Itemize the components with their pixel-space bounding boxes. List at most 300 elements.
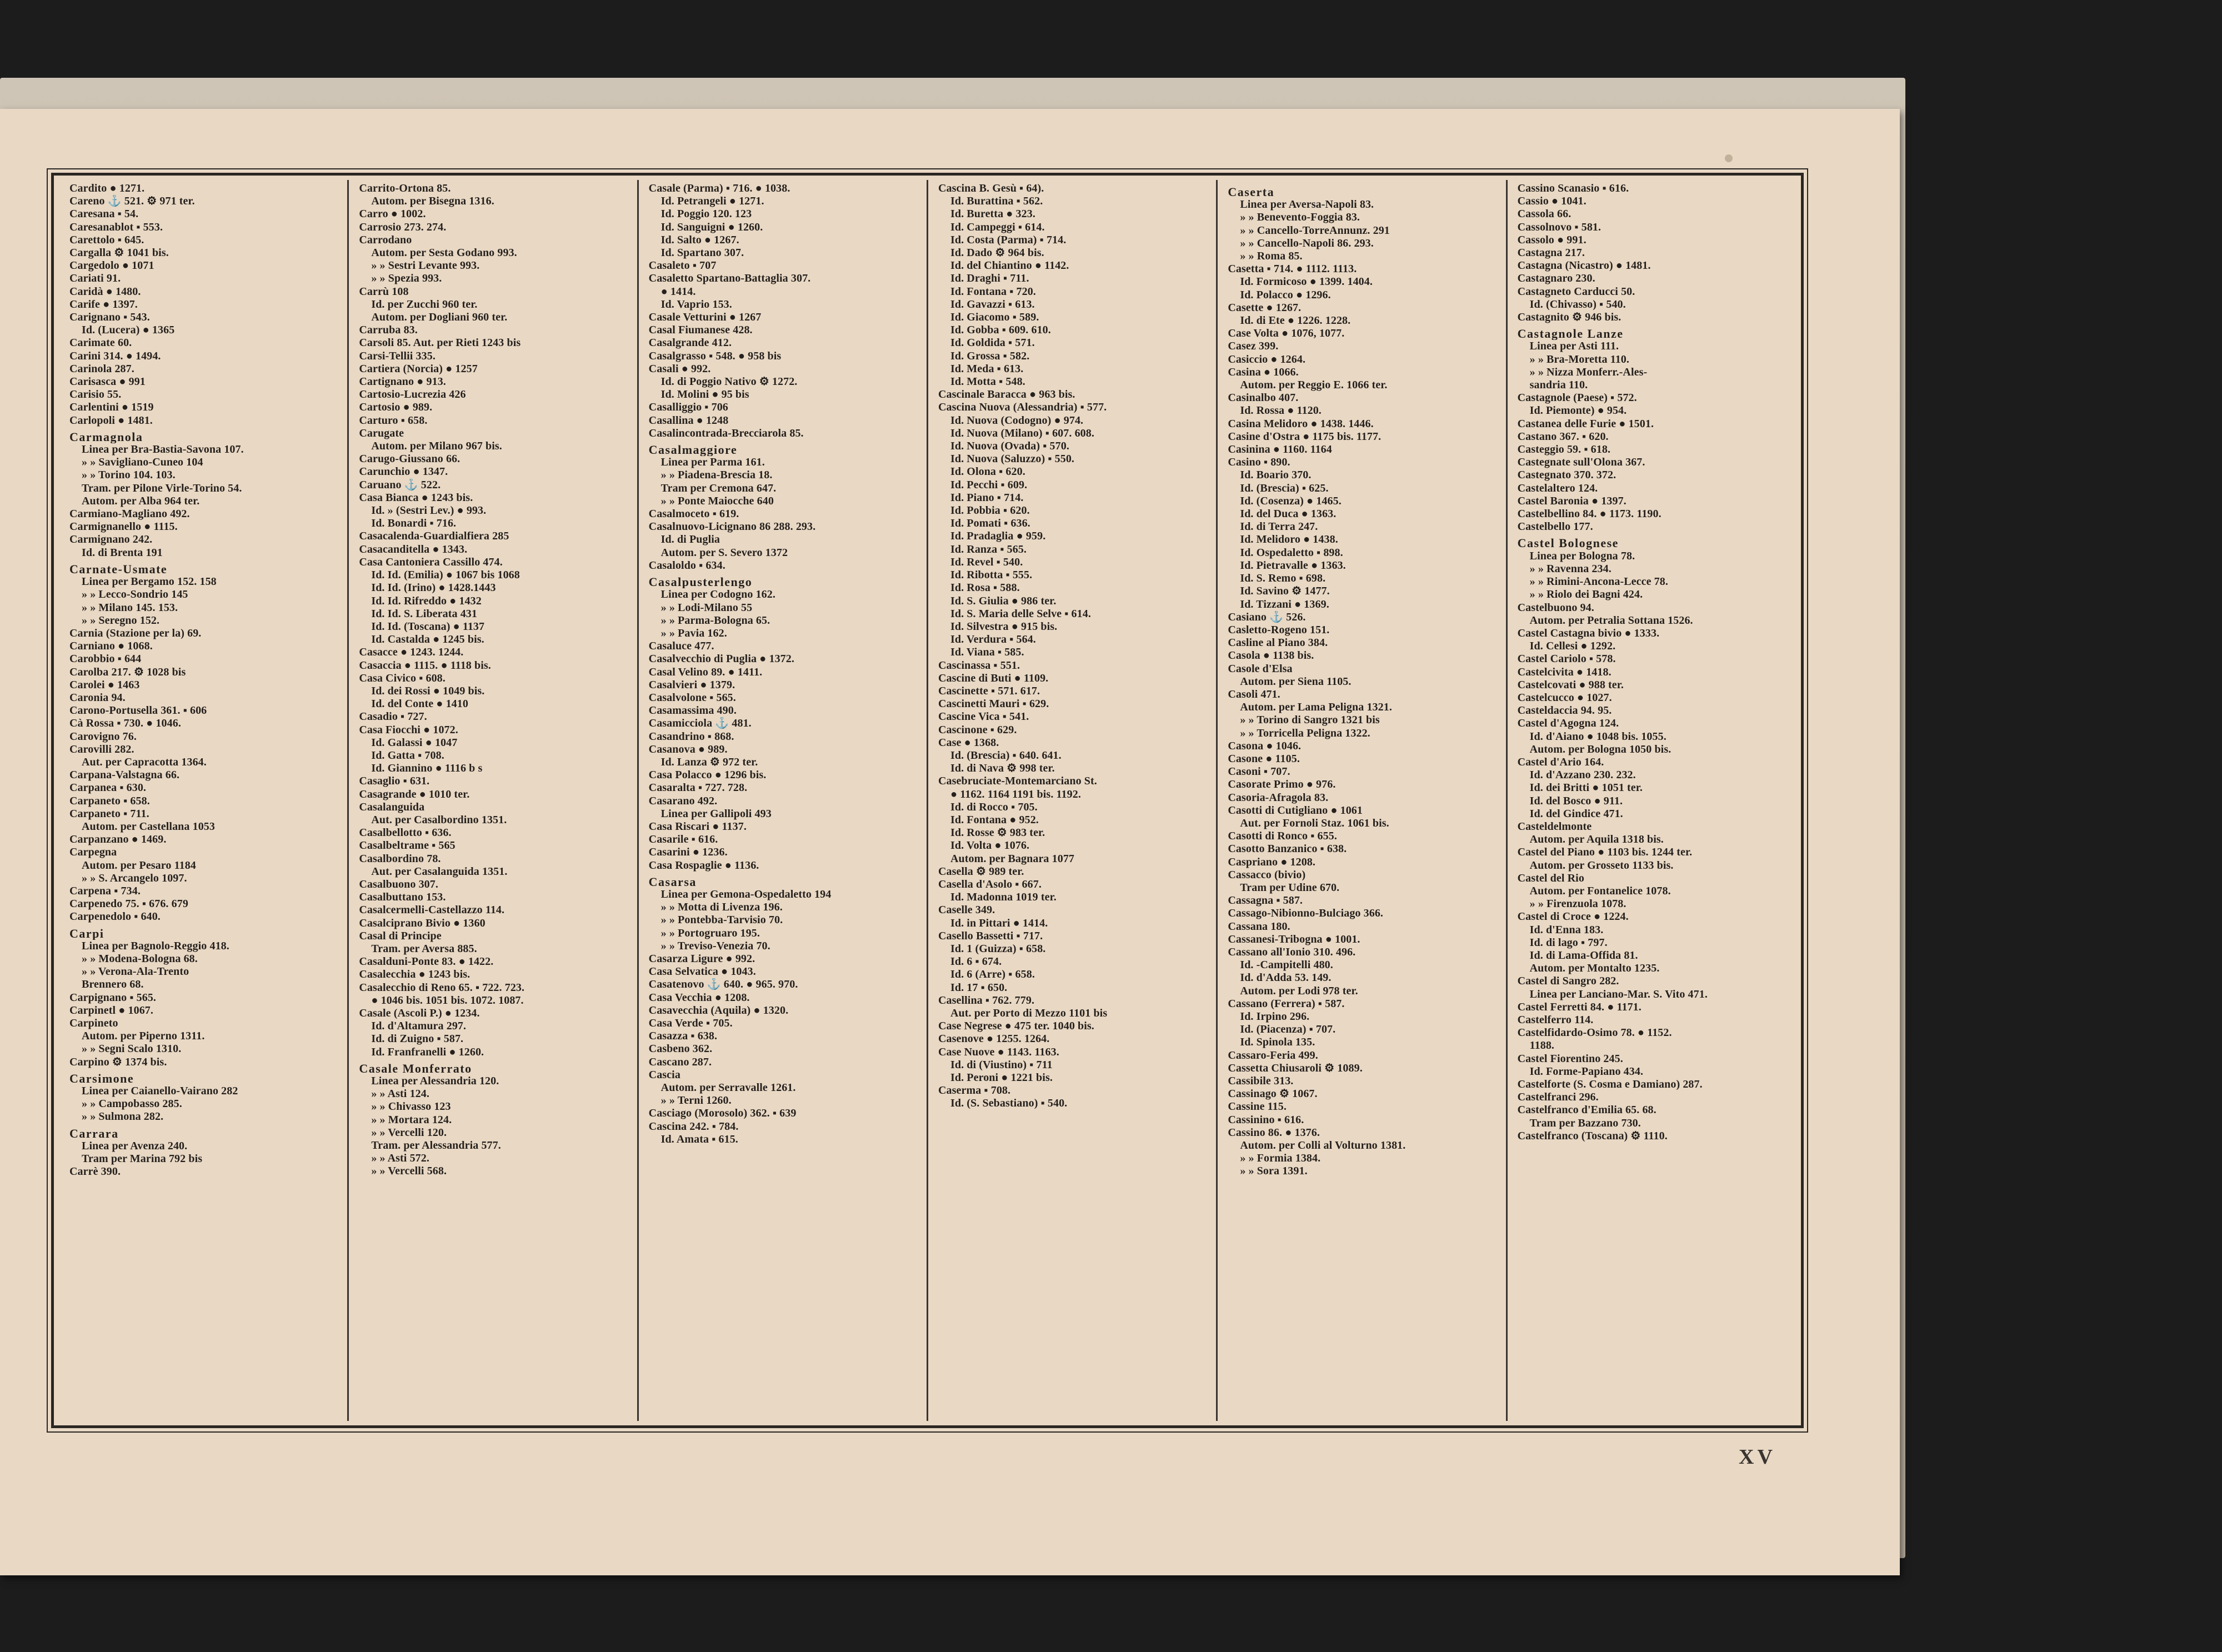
index-entry: Carturo ▪ 658. [359,414,428,427]
index-entry: Castagnole (Paese) ▪ 572. [1517,392,1637,404]
index-entry: Castelfranco (Toscana) ⚙ 1110. [1517,1129,1668,1142]
index-entry: Id. 6 (Arre) ▪ 658. [950,968,1035,981]
index-entry: Autom. per Aquila 1318 bis. [1529,833,1664,846]
index-entry: Casoria-Afragola 83. [1228,791,1329,804]
index-entry: Casa Fiocchi ● 1072. [359,723,458,736]
index-entry: Casina Melidoro ● 1438. 1446. [1228,417,1374,430]
index-entry: » » Bra-Moretta 110. [1529,353,1630,366]
index-entry: Id. Campeggi ▪ 614. [950,221,1045,233]
index-entry: » » Rimini-Ancona-Lecce 78. [1529,575,1668,588]
index-entry: Autom. per Bisegna 1316. [371,195,494,208]
index-entry: Id. Rossa ● 1120. [1240,404,1322,417]
index-entry: Caspriano ● 1208. [1228,855,1315,868]
index-entry: Carife ● 1397. [69,298,138,311]
index-entry: Id. Bonardi ▪ 716. [371,517,457,530]
index-entry: Id. Galassi ● 1047 [371,736,458,749]
index-entry: Cascinetti Mauri ▪ 629. [938,698,1049,710]
index-entry: Casalmoceto ▪ 619. [648,508,739,520]
index-entry: Carobbio ▪ 644 [69,653,142,665]
index-entry: Casella ⚙ 989 ter. [938,865,1024,878]
index-entry: Id. del Bosco ● 911. [1529,794,1623,807]
index-entry: Carini 314. ● 1494. [69,349,161,362]
index-entry: Castelbuono 94. [1517,601,1594,614]
index-entry: Casalbeltrame ▪ 565 [359,839,456,852]
index-entry: Id. 6 ▪ 674. [950,955,1002,968]
index-entry: Castagnito ⚙ 946 bis. [1517,311,1622,324]
index-entry: Castel Castagna bivio ● 1333. [1517,627,1660,639]
index-entry: Carpana-Valstagna 66. [69,769,180,782]
index-entry: » » Asti 124. [371,1088,429,1100]
index-entry: Autom. per Colli al Volturno 1381. [1240,1139,1406,1152]
index-entry: Linea per Avenza 240. [82,1139,188,1152]
index-entry: Id. (Cosenza) ● 1465. [1240,494,1342,507]
index-entry: Carpino ⚙ 1374 bis. [69,1055,167,1068]
index-entry: Caronia 94. [69,691,126,704]
index-entry: 1188. [1529,1039,1555,1052]
index-entry: Casalincontrada-Brecciarola 85. [648,427,804,439]
index-entry: Linea per Codogno 162. [660,588,775,601]
index-entry: Castel del Piano ● 1103 bis. 1244 ter. [1517,846,1693,859]
index-heading: Caserta [1228,186,1275,199]
index-entry: Casellina ▪ 762. 779. [938,994,1035,1007]
index-entry: Id. Franfranelli ● 1260. [371,1045,484,1058]
index-entry: Carolba 217. ⚙ 1028 bis [69,665,186,678]
index-entry: Casebruciate-Montemarciano St. [938,775,1097,788]
index-entry: Linea per Gallipoli 493 [660,807,772,820]
index-entry: Casale (Ascoli P.) ● 1234. [359,1007,480,1019]
index-entry: Carimate 60. [69,337,132,349]
index-entry: Autom. per Bagnara 1077 [950,852,1075,865]
index-entry: Carpenedo 75. ▪ 676. 679 [69,898,188,910]
index-entry: Id. d'Aiano ● 1048 bis. 1055. [1529,730,1666,743]
index-entry: Id. Nuova (Codogno) ● 974. [950,414,1084,427]
index-entry: » » Terni 1260. [660,1094,732,1107]
index-entry: Id. Verdura ▪ 564. [950,633,1036,646]
index-entry: Id. Volta ● 1076. [950,839,1030,852]
index-entry: Autom. per Sesta Godano 993. [371,247,517,259]
index-entry: Id. Salto ● 1267. [660,233,739,246]
index-entry: Casette ● 1267. [1228,301,1302,314]
index-entry: Id. Molini ● 95 bis [660,388,749,401]
index-entry: Casino ▪ 890. [1228,456,1290,469]
index-heading: Carmagnola [69,430,143,444]
index-entry: Id. Nuova (Milano) ▪ 607. 608. [950,427,1094,439]
index-entry: Id. Burattina ▪ 562. [950,195,1043,208]
index-entry: Id. di Rocco ▪ 705. [950,800,1038,813]
index-entry: Autom. per Pesaro 1184 [82,859,196,872]
index-entry: Castel d'Agogna 124. [1517,717,1619,730]
index-entry: Id. di Lama-Offida 81. [1529,949,1638,962]
index-entry: Id. S. Giulia ● 986 ter. [950,594,1057,607]
index-entry: » » Sulmona 282. [82,1110,164,1123]
index-entry: Castelcucco ● 1027. [1517,691,1612,704]
index-entry: Castanea delle Furie ● 1501. [1517,417,1654,430]
index-heading: Carnate-Usmate [69,562,168,576]
index-entry: Tram per Marina 792 bis [82,1153,203,1165]
index-entry: Casbeno 362. [648,1043,713,1055]
index-entry: Aut. per Casalanguida 1351. [371,865,508,878]
index-entry: Id. Tizzani ● 1369. [1240,598,1329,610]
index-entry: Id. Savino ⚙ 1477. [1240,585,1330,598]
index-entry: Castelcivita ● 1418. [1517,665,1612,678]
index-entry: Cascia [648,1068,680,1081]
index-heading: Carsimone [69,1072,134,1085]
index-entry: Casletto-Rogeno 151. [1228,623,1330,636]
index-entry: Casella d'Asolo ▪ 667. [938,878,1042,890]
index-entry: Casone ● 1105. [1228,752,1300,765]
index-entry: Id. 17 ▪ 650. [950,981,1008,994]
index-entry: Id. (Brescia) ▪ 625. [1240,482,1329,494]
index-entry: Casalduni-Ponte 83. ● 1422. [359,955,494,968]
index-entry: Id. del Chiantino ● 1142. [950,259,1069,272]
index-entry: Id. Meda ▪ 613. [950,362,1024,375]
index-entry: Cascina 242. ▪ 784. [648,1120,739,1133]
index-entry: Carsi-Tellii 335. [359,349,436,362]
index-entry: Casorate Primo ● 976. [1228,778,1336,791]
index-entry: Casa Vecchia ● 1208. [648,991,750,1004]
index-entry: Casacanditella ● 1343. [359,543,468,555]
index-entry: » » Piadena-Brescia 18. [660,469,773,482]
index-entry: Castelfranci 296. [1517,1091,1599,1104]
index-entry: Id. di (Viustino) ▪ 711 [950,1058,1053,1071]
index-entry: Cassolnovo ▪ 581. [1517,221,1602,233]
index-entry: » » Chivasso 123 [371,1100,451,1113]
index-entry: Castagneto Carducci 50. [1517,285,1635,298]
index-entry: Id. (S. Sebastiano) ▪ 540. [950,1097,1068,1110]
index-entry: » » Seregno 152. [82,614,160,627]
index-entry: ● 1162. 1164 1191 bis. 1192. [950,788,1081,800]
index-entry: Castel di Sangro 282. [1517,975,1619,988]
index-entry: » » Torricella Peligna 1322. [1240,727,1370,739]
index-entry: Cariati 91. [69,272,121,285]
index-entry: Carrè 390. [69,1165,121,1178]
index-entry: Casetta ▪ 714. ● 1112. 1113. [1228,263,1357,276]
index-entry: Carniano ● 1068. [69,640,153,653]
index-entry: Castelferro 114. [1517,1014,1594,1026]
index-entry: Casamassima 490. [648,704,737,717]
index-entry: Caserma ▪ 708. [938,1084,1011,1097]
index-entry: Id. Revel ▪ 540. [950,555,1023,568]
index-entry: Linea per Aversa-Napoli 83. [1240,198,1374,211]
index-entry: Carunchio ● 1347. [359,465,448,478]
index-entry: Castelaltero 124. [1517,482,1598,494]
index-entry: Caselle 349. [938,904,995,917]
index-entry: Id. S. Remo ▪ 698. [1240,572,1326,585]
index-entry: Id. Pietravalle ● 1363. [1240,559,1346,572]
index-entry: Casa Bianca ● 1243 bis. [359,491,473,504]
index-entry: Autom. per Alba 964 ter. [82,494,200,507]
index-entry: Casez 399. [1228,340,1279,353]
index-entry: Id. Nuova (Ovada) ▪ 570. [950,440,1069,453]
index-entry: Autom. per Dogliani 960 ter. [371,311,508,324]
index-entry: Carmignanello ● 1115. [69,520,178,533]
index-entry: Cassetta Chiusaroli ⚙ 1089. [1228,1062,1363,1074]
index-entry: Cassinino ▪ 616. [1228,1113,1304,1126]
index-entry: » » Pontebba-Tarvisio 70. [660,914,783,927]
index-entry: Tram. per Aversa 885. [371,942,477,955]
index-entry: Autom. per Piperno 1311. [82,1030,205,1043]
index-entry: Casalciprano Bivio ● 1360 [359,917,486,929]
index-entry: Casinina ● 1160. 1164 [1228,443,1332,456]
index-entry: Castel Fiorentino 245. [1517,1052,1623,1065]
paper-stain [1725,154,1733,162]
index-entry: Castel di Croce ● 1224. [1517,910,1629,923]
index-entry: Carrodano [359,233,412,246]
index-entry: Autom. per Milano 967 bis. [371,440,502,453]
index-entry: Id. Piano ▪ 714. [950,491,1024,504]
index-entry: Id. Melidoro ● 1438. [1240,533,1338,546]
index-entry: Casandrino ▪ 868. [648,730,734,743]
index-entry: Cassano (Ferrera) ▪ 587. [1228,997,1345,1010]
index-entry: Carettolo ▪ 645. [69,233,144,246]
index-entry: Casalbellotto ▪ 636. [359,827,452,839]
index-entry: Id. Piemonte) ● 954. [1529,404,1627,417]
index-entry: Casalecchia ● 1243 bis. [359,968,471,981]
index-entry: Id. per Zucchi 960 ter. [371,298,478,311]
index-entry: Autom. per Montalto 1235. [1529,962,1660,975]
index-entry: Carugo-Giussano 66. [359,453,461,465]
index-entry: Id. Rosa ▪ 588. [950,582,1020,594]
index-entry: Carinola 287. [69,362,134,375]
index-entry: » » Lecco-Sondrio 145 [82,588,188,601]
index-entry: Id. (Brescia) ▪ 640. 641. [950,749,1062,762]
index-entry: Casciago (Morosolo) 362. ▪ 639 [648,1107,797,1120]
index-entry: Cassolo ● 991. [1517,233,1587,246]
index-entry: » » Roma 85. [1240,250,1303,263]
index-entry: Id. di Brenta 191 [82,546,163,559]
index-entry: Autom. per Fontanelice 1078. [1529,884,1671,897]
index-entry: Id. d'Enna 183. [1529,923,1604,936]
index-entry: Castel del Rio [1517,872,1584,884]
index-entry: Id. Peroni ● 1221 bis. [950,1072,1053,1084]
index-entry: Id. (Lucera) ● 1365 [82,324,175,337]
index-entry: Castano 367. ▪ 620. [1517,430,1609,443]
index-entry: Castelbellino 84. ● 1173. 1190. [1517,508,1662,520]
index-entry: Casine d'Ostra ● 1175 bis. 1177. [1228,430,1382,443]
index-entry: Casa Rospaglie ● 1136. [648,859,759,872]
index-entry: Id. » (Sestri Lev.) ● 993. [371,504,487,517]
index-entry: Id. Giacomo ▪ 589. [950,311,1039,324]
index-entry: Id. Petrangeli ● 1271. [660,195,764,208]
index-entry: Tram per Udine 670. [1240,881,1340,894]
index-entry: Casoni ▪ 707. [1228,765,1290,778]
index-entry: Id. di lago ▪ 797. [1529,936,1608,949]
index-entry: Carpegna [69,846,117,859]
index-entry: » » Cancello-Napoli 86. 293. [1240,237,1374,249]
index-entry: Id. Fontana ▪ 720. [950,285,1036,298]
index-entry: Id. Boario 370. [1240,469,1312,482]
index-entry: Casalcermelli-Castellazzo 114. [359,904,505,917]
index-entry: Id. Giannino ● 1116 b s [371,762,483,775]
index-entry: Casoli 471. [1228,688,1280,700]
index-entry: Casanova ● 989. [648,743,728,755]
index-heading: Casalmaggiore [648,443,738,457]
index-entry: Carrito-Ortona 85. [359,182,451,194]
index-entry: Carovilli 282. [69,743,134,755]
index-entry: Id. Sanguigni ● 1260. [660,221,763,233]
index-entry: Autom. per Grosseto 1133 bis. [1529,859,1674,872]
index-entry: Caresanablot ▪ 553. [69,221,163,233]
index-entry: Casona ● 1046. [1228,739,1302,752]
index-entry: Casale (Parma) ▪ 716. ● 1038. [648,182,790,194]
index-entry: Casarza Ligure ● 992. [648,952,755,965]
index-table-frame [51,173,1804,1428]
index-entry: Linea per Bergamo 152. 158 [82,575,217,588]
index-entry: » » Sora 1391. [1240,1165,1308,1178]
index-entry: Cascine di Buti ● 1109. [938,672,1049,684]
index-entry: Castagna 217. [1517,247,1585,259]
index-entry: Id. Castalda ● 1245 bis. [371,633,484,646]
index-entry: Autom. per Petralia Sottana 1526. [1529,614,1693,627]
index-entry: Casarile ▪ 616. [648,833,718,846]
index-entry: Carpenedolo ▪ 640. [69,910,161,923]
index-entry: Id. Amata ▪ 615. [660,1133,738,1145]
index-entry: Castagna (Nicastro) ● 1481. [1517,259,1651,272]
index-entry: Id. Madonna 1019 ter. [950,891,1057,904]
index-entry: Carisasca ● 991 [69,376,146,388]
index-entry: » » Firenzuola 1078. [1529,898,1627,910]
index-entry: Id. del Gindice 471. [1529,807,1623,820]
index-entry: Casaloldo ▪ 634. [648,559,725,572]
index-column [349,180,638,1421]
index-entry: Cascina B. Gesù ▪ 64). [938,182,1044,194]
index-entry: Casole d'Elsa [1228,662,1293,675]
index-entry: Id. Cellesi ● 1292. [1529,640,1616,653]
index-entry: Cartosio ● 989. [359,401,433,414]
index-entry: Casalvecchio di Puglia ● 1372. [648,653,794,665]
index-entry: Casiano ⚓ 526. [1228,610,1306,623]
index-entry: Id. Pobbia ▪ 620. [950,504,1030,517]
index-entry: Casalbuono 307. [359,878,438,890]
index-entry: Id. Motta ▪ 548. [950,376,1025,388]
index-entry: » » Segni Scalo 1310. [82,1043,182,1055]
index-heading: Castel Bolognese [1517,537,1619,550]
index-entry: Castel Ferretti 84. ● 1171. [1517,1000,1642,1013]
index-entry: Brennero 68. [82,978,144,991]
index-entry: Carpaneto ▪ 658. [69,794,150,807]
index-entry: Castelcovati ● 988 ter. [1517,678,1624,691]
index-entry: » » Treviso-Venezia 70. [660,939,770,952]
index-entry: Id. (Piacenza) ▪ 707. [1240,1023,1336,1036]
index-entry: Casalgrasso ▪ 548. ● 958 bis [648,349,782,362]
index-entry: Autom. per Lodi 978 ter. [1240,984,1358,997]
index-entry: Carpanzano ● 1469. [69,833,167,846]
index-entry: Castelforte (S. Cosma e Damiano) 287. [1517,1078,1703,1091]
index-entry: Casa Riscari ● 1137. [648,820,747,833]
index-entry: Id. Irpino 296. [1240,1010,1310,1023]
index-entry: Carugate [359,427,404,439]
index-entry: Linea per Lanciano-Mar. S. Vito 471. [1529,988,1708,1000]
index-entry: Cascina Nuova (Alessandria) ▪ 577. [938,401,1107,414]
index-entry: » » Sestri Levante 993. [371,259,480,272]
index-entry: Carnia (Stazione per la) 69. [69,627,202,639]
index-entry: Castel Baronia ● 1397. [1517,494,1627,507]
index-entry: Casaccia ● 1115. ● 1118 bis. [359,659,491,672]
index-entry: Cassana 180. [1228,920,1290,933]
index-entry: Id. Nuova (Saluzzo) ▪ 550. [950,453,1075,465]
index-entry: Carlentini ● 1519 [69,401,154,414]
index-entry: » » Torino 104. 103. [82,469,176,482]
index-entry: Casale Vetturini ● 1267 [648,311,762,324]
index-column [1508,180,1795,1421]
index-entry: Linea per Alessandria 120. [371,1075,499,1088]
index-entry: Cassino Scanasio ▪ 616. [1517,182,1629,194]
index-column [639,180,928,1421]
index-entry: Linea per Gemona-Ospedaletto 194 [660,888,832,900]
index-entry: Cascinone ▪ 629. [938,723,1017,736]
index-entry: Caresana ▪ 54. [69,208,139,221]
index-heading: Casalpusterlengo [648,575,753,589]
index-entry: Id. Pradaglia ● 959. [950,530,1046,543]
index-entry: Castegnato 370. 372. [1517,469,1617,482]
index-entry: » » Vercelli 568. [371,1165,447,1178]
index-entry: Id. Goldida ▪ 571. [950,337,1035,349]
index-entry: Cassanesi-Tribogna ● 1001. [1228,933,1360,945]
index-entry: Casola ● 1138 bis. [1228,649,1314,662]
index-entry: Carlopoli ● 1481. [69,414,153,427]
index-entry: Casali ● 992. [648,362,711,375]
index-entry: Casalvieri ● 1379. [648,678,735,691]
index-entry: Autom. per Bologna 1050 bis. [1529,743,1671,755]
index-entry: Id. Viana ▪ 585. [950,646,1024,659]
index-entry: Id. di Zuigno ▪ 587. [371,1033,464,1045]
index-entry: » » Modena-Bologna 68. [82,952,198,965]
index-entry: Casteggio 59. ▪ 618. [1517,443,1611,456]
index-entry: Carrù 108 [359,285,409,298]
index-entry: Case Nuove ● 1143. 1163. [938,1045,1059,1058]
index-entry: Casteldelmonte [1517,820,1592,833]
index-entry: Cascinale Baracca ● 963 bis. [938,388,1075,401]
index-entry: Id. Poggio 120. 123 [660,208,752,221]
index-entry: Id. di Poggio Nativo ⚙ 1272. [660,376,798,388]
index-entry: Casteldaccia 94. 95. [1517,704,1612,717]
index-entry: » » Riolo dei Bagni 424. [1529,588,1643,601]
page-number: XV [1739,1445,1776,1469]
index-entry: Castelfranco d'Emilia 65. 68. [1517,1104,1657,1117]
index-entry: Carolei ● 1463 [69,678,140,691]
index-entry: Carpignano ▪ 565. [69,991,157,1004]
index-entry: Carpaneto ▪ 711. [69,807,149,820]
index-entry: Id. Buretta ● 323. [950,208,1035,221]
index-entry: Casa Selvatica ● 1043. [648,965,756,978]
index-entry: Carovigno 76. [69,730,137,743]
index-entry: Aut. per Porto di Mezzo 1101 bis [950,1007,1108,1019]
index-entry: Id. 1 (Guizza) ▪ 658. [950,942,1046,955]
index-entry: Id. Rosse ⚙ 983 ter. [950,827,1045,839]
index-entry: » » Pavia 162. [660,627,727,639]
index-entry: Casa Civico ▪ 608. [359,672,446,684]
index-entry: Casenove ● 1255. 1264. [938,1033,1050,1045]
index-entry: Carignano ▪ 543. [69,311,150,324]
index-entry: Casline al Piano 384. [1228,637,1328,649]
index-entry: Careno ⚓ 521. ⚙ 971 ter. [69,195,195,208]
index-entry: Autom. per Serravalle 1261. [660,1082,796,1094]
index-entry: Tram. per Alessandria 577. [371,1139,501,1152]
index-heading: Castagnole Lanze [1517,327,1624,341]
index-entry: Autom. per S. Severo 1372 [660,546,788,559]
index-entry: Id. del Conte ● 1410 [371,698,468,710]
index-entry: Casazza ▪ 638. [648,1030,718,1043]
index-entry: Casalvolone ▪ 565. [648,691,736,704]
index-entry: Casavecchia (Aquila) ● 1320. [648,1004,789,1017]
index-entry: Cassola 66. [1517,208,1572,221]
index-entry: Cargedolo ● 1071 [69,259,154,272]
index-heading: Casarsa [648,875,697,888]
index-entry: » » Nizza Monferr.-Ales- [1529,366,1648,378]
index-entry: Caruano ⚓ 522. [359,478,441,491]
index-entry: Cardito ● 1271. [69,182,145,194]
index-entry: Id. in Pittari ● 1414. [950,917,1048,929]
